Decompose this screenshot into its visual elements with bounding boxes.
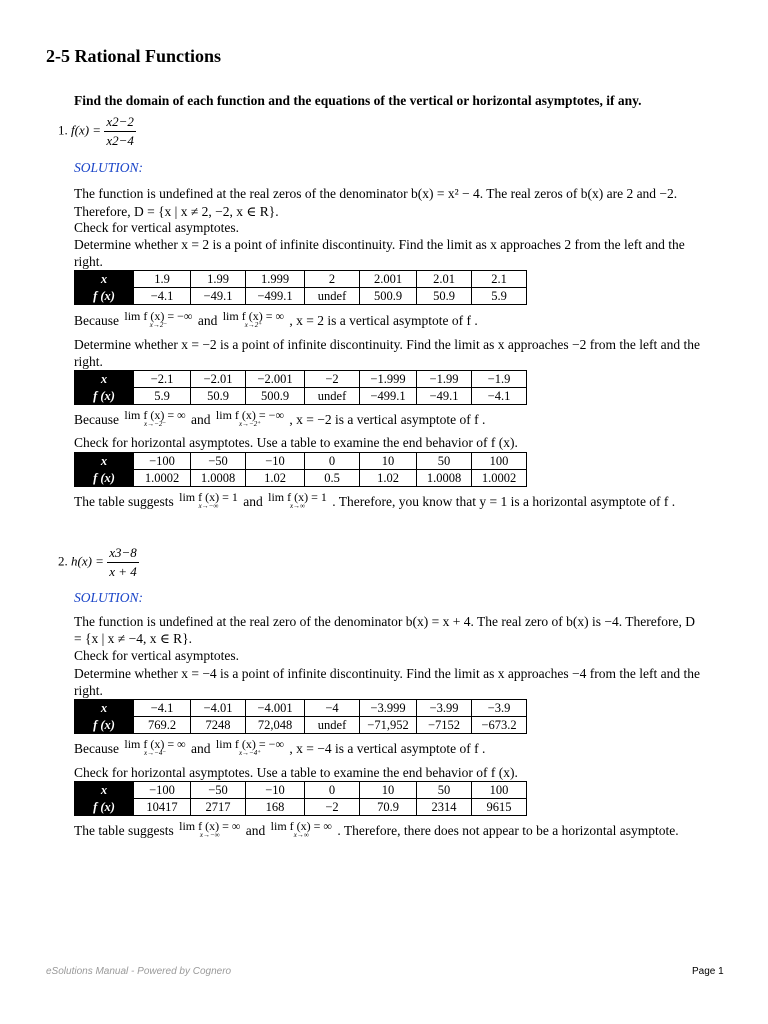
paragraph: The function is undefined at the real zeros of the denominator b(x) = x² − 4. The real zeros of b(x) are 2 and −2. [74,186,678,201]
x-cell: −2.001 [246,371,305,388]
fx-cell: 72,048 [246,717,305,734]
paragraph: The function is undefined at the real zero of the denominator b(x) = x + 4. The real zero of b(x) is −4. Therefore, D [74,614,695,629]
tail-text: , x = −2 is a vertical asymptote of f . [289,412,486,427]
because-line [74,311,478,329]
fx-cell: −4.1 [134,288,191,305]
fx-cell: 9615 [472,799,527,816]
x-cell: −50 [191,782,246,799]
tail-text: . Therefore, there does not appear to be a horizontal asymptote. [337,823,679,838]
x-cell: 1.99 [191,271,246,288]
numerator: x3−8 [107,545,139,563]
lead-text: Because [74,741,119,756]
limit-main: lim f (x) = −∞ [124,309,193,323]
tail-text: , x = −4 is a vertical asymptote of f . [289,741,486,756]
x-cell: −2.1 [134,371,191,388]
limit-expression [124,311,192,329]
limit-subscript: x→∞ [289,502,306,510]
x-cell: −10 [246,782,305,799]
x-cell: −10 [246,453,305,470]
fx-row [75,388,527,405]
limit-expression [216,410,284,428]
lead-text: The table suggests [74,494,174,509]
value-table [74,370,527,405]
x-cell: 100 [472,782,527,799]
limit-subscript: x→−2⁺ [238,420,261,428]
fx-cell: −49.1 [191,288,246,305]
denominator: x2−4 [106,133,134,148]
page-title: 2-5 Rational Functions [46,46,222,66]
x-cell: 50 [417,782,472,799]
x-cell: −4.01 [191,700,246,717]
x-cell: 2.1 [472,271,527,288]
x-row-header: x [75,782,134,799]
x-row [75,700,527,717]
fx-cell: 168 [246,799,305,816]
fx-cell: 1.02 [360,470,417,487]
fx-cell: 500.9 [246,388,305,405]
x-cell: −4.1 [134,700,191,717]
fx-cell: 1.02 [246,470,305,487]
lead-text: The table suggests [74,823,174,838]
x-cell: 100 [472,453,527,470]
paragraph: Therefore, D = {x | x ≠ 2, −2, x ∈ R}. [74,204,279,219]
x-cell: −3.9 [472,700,527,717]
and-text: and [243,494,263,509]
limit-subscript: x→2⁺ [244,321,263,329]
tail-text: , x = 2 is a vertical asymptote of f . [289,313,478,328]
x-cell: −2 [305,371,360,388]
paragraph: right. [74,683,103,698]
suggest-line [74,821,679,839]
problem-2-header [58,545,139,580]
paragraph: Determine whether x = −4 is a point of infinite discontinuity. Find the limit as x approaches −4 from the left and the [74,666,700,681]
x-cell: −100 [134,782,191,799]
and-text: and [245,823,266,838]
function-name: h(x) = [71,553,104,569]
x-row [75,371,527,388]
footer-credit: eSolutions Manual - Powered by Cognero [46,966,232,977]
x-cell: 10 [360,782,417,799]
function-fraction [104,114,136,149]
paragraph: right. [74,354,103,369]
x-cell: 0 [305,782,360,799]
limit-subscript: x→−4⁻ [144,749,167,757]
because-line [74,410,485,428]
x-cell: −1.9 [472,371,527,388]
limit-subscript: x→∞ [293,831,309,839]
fx-cell: 5.9 [134,388,191,405]
fx-row-header: f (x) [75,288,134,305]
paragraph: right. [74,254,103,269]
x-row [75,782,527,799]
fx-cell: 1.0008 [417,470,472,487]
x-cell: −50 [191,453,246,470]
x-row-header: x [75,371,134,388]
fx-cell: −71,952 [360,717,417,734]
x-row-header: x [75,700,134,717]
fx-cell: 500.9 [360,288,417,305]
fx-cell: 7248 [191,717,246,734]
x-cell: 2 [305,271,360,288]
numerator: x2−2 [104,114,136,132]
paragraph: Determine whether x = 2 is a point of infinite discontinuity. Find the limit as x approaches 2 from the left and the [74,237,685,252]
solution-label: SOLUTION: [74,590,144,605]
fx-row [75,470,527,487]
paragraph: Check for vertical asymptotes. [74,648,239,663]
limit-subscript: x→−4⁺ [238,749,261,757]
x-cell: −3.999 [360,700,417,717]
x-cell: −1.999 [360,371,417,388]
fx-cell: 1.0002 [472,470,527,487]
fx-cell: −499.1 [246,288,305,305]
fx-cell: 1.0008 [191,470,246,487]
limit-expression [271,821,332,839]
limit-subscript: x→−∞ [199,831,220,839]
x-cell: 2.01 [417,271,472,288]
function-fraction [107,545,139,580]
x-cell: 0 [305,453,360,470]
lead-text: Because [74,412,119,427]
limit-subscript: x→−∞ [198,502,219,510]
fx-cell: 10417 [134,799,191,816]
paragraph: Check for horizontal asymptotes. Use a table to examine the end behavior of f (x). [74,765,518,780]
x-cell: −2.01 [191,371,246,388]
fx-cell: undef [305,288,360,305]
limit-expression [179,492,238,510]
x-cell: −100 [134,453,191,470]
denominator: x + 4 [109,564,137,579]
fx-cell: 5.9 [472,288,527,305]
limit-main: lim f (x) = −∞ [215,408,285,422]
and-text: and [191,412,211,427]
problem-number: 2. [58,553,68,569]
fx-row-header: f (x) [75,470,134,487]
fx-cell: 0.5 [305,470,360,487]
fx-cell: 2314 [417,799,472,816]
fx-row [75,288,527,305]
limit-subscript: x→2⁻ [149,321,168,329]
fx-cell: −4.1 [472,388,527,405]
fx-cell: undef [305,388,360,405]
x-cell: 1.999 [246,271,305,288]
limit-expression [268,492,327,510]
limit-expression [216,739,284,757]
limit-main: lim f (x) = −∞ [215,737,285,751]
fx-cell: −49.1 [417,388,472,405]
x-cell: −3.99 [417,700,472,717]
lead-text: Because [74,313,119,328]
because-line [74,739,485,757]
function-name: f(x) = [71,122,102,138]
fx-cell: 70.9 [360,799,417,816]
x-cell: −4.001 [246,700,305,717]
paragraph: Check for vertical asymptotes. [74,220,239,235]
x-row-header: x [75,271,134,288]
instructions: Find the domain of each function and the equations of the vertical or horizontal asymptotes, if any. [74,93,642,108]
limit-main: lim f (x) = 1 [179,490,238,504]
x-cell: 2.001 [360,271,417,288]
tail-text: . Therefore, you know that y = 1 is a horizontal asymptote of f . [332,494,676,509]
limit-expression [179,821,240,839]
limit-expression [223,311,284,329]
solution-label: SOLUTION: [74,160,144,175]
fx-cell: 2717 [191,799,246,816]
limit-main: lim f (x) = ∞ [124,408,186,422]
fx-row-header: f (x) [75,388,134,405]
problem-number: 1. [58,122,68,138]
problem-1-header [58,114,136,149]
x-cell: −1.99 [417,371,472,388]
limit-expression [124,410,185,428]
limit-main: lim f (x) = 1 [268,490,327,504]
fx-cell: −499.1 [360,388,417,405]
x-cell: 10 [360,453,417,470]
fx-cell: 1.0002 [134,470,191,487]
limit-subscript: x→−2⁻ [144,420,167,428]
suggest-line [74,492,675,510]
fx-row-header: f (x) [75,799,134,816]
fx-cell: −2 [305,799,360,816]
fx-cell: undef [305,717,360,734]
paragraph: Determine whether x = −2 is a point of infinite discontinuity. Find the limit as x approaches −2 from the left and the [74,337,700,352]
limit-main: lim f (x) = ∞ [179,819,241,833]
and-text: and [197,313,218,328]
and-text: and [191,741,211,756]
value-table [74,699,527,734]
limit-main: lim f (x) = ∞ [270,819,332,833]
x-cell: 50 [417,453,472,470]
limit-main: lim f (x) = ∞ [124,737,186,751]
value-table [74,452,527,487]
fx-row [75,717,527,734]
value-table [74,781,527,816]
paragraph: = {x | x ≠ −4, x ∈ R}. [74,631,193,646]
limit-main: lim f (x) = ∞ [222,309,285,323]
x-row [75,271,527,288]
limit-expression [124,739,185,757]
value-table [74,270,527,305]
fx-row-header: f (x) [75,717,134,734]
fx-cell: −7152 [417,717,472,734]
x-row [75,453,527,470]
fx-cell: 50.9 [191,388,246,405]
x-row-header: x [75,453,134,470]
fx-cell: 769.2 [134,717,191,734]
fx-cell: −673.2 [472,717,527,734]
x-cell: −4 [305,700,360,717]
fx-cell: 50.9 [417,288,472,305]
page-number: Page 1 [692,966,724,977]
x-cell: 1.9 [134,271,191,288]
fx-row [75,799,527,816]
paragraph: Check for horizontal asymptotes. Use a table to examine the end behavior of f (x). [74,435,518,450]
